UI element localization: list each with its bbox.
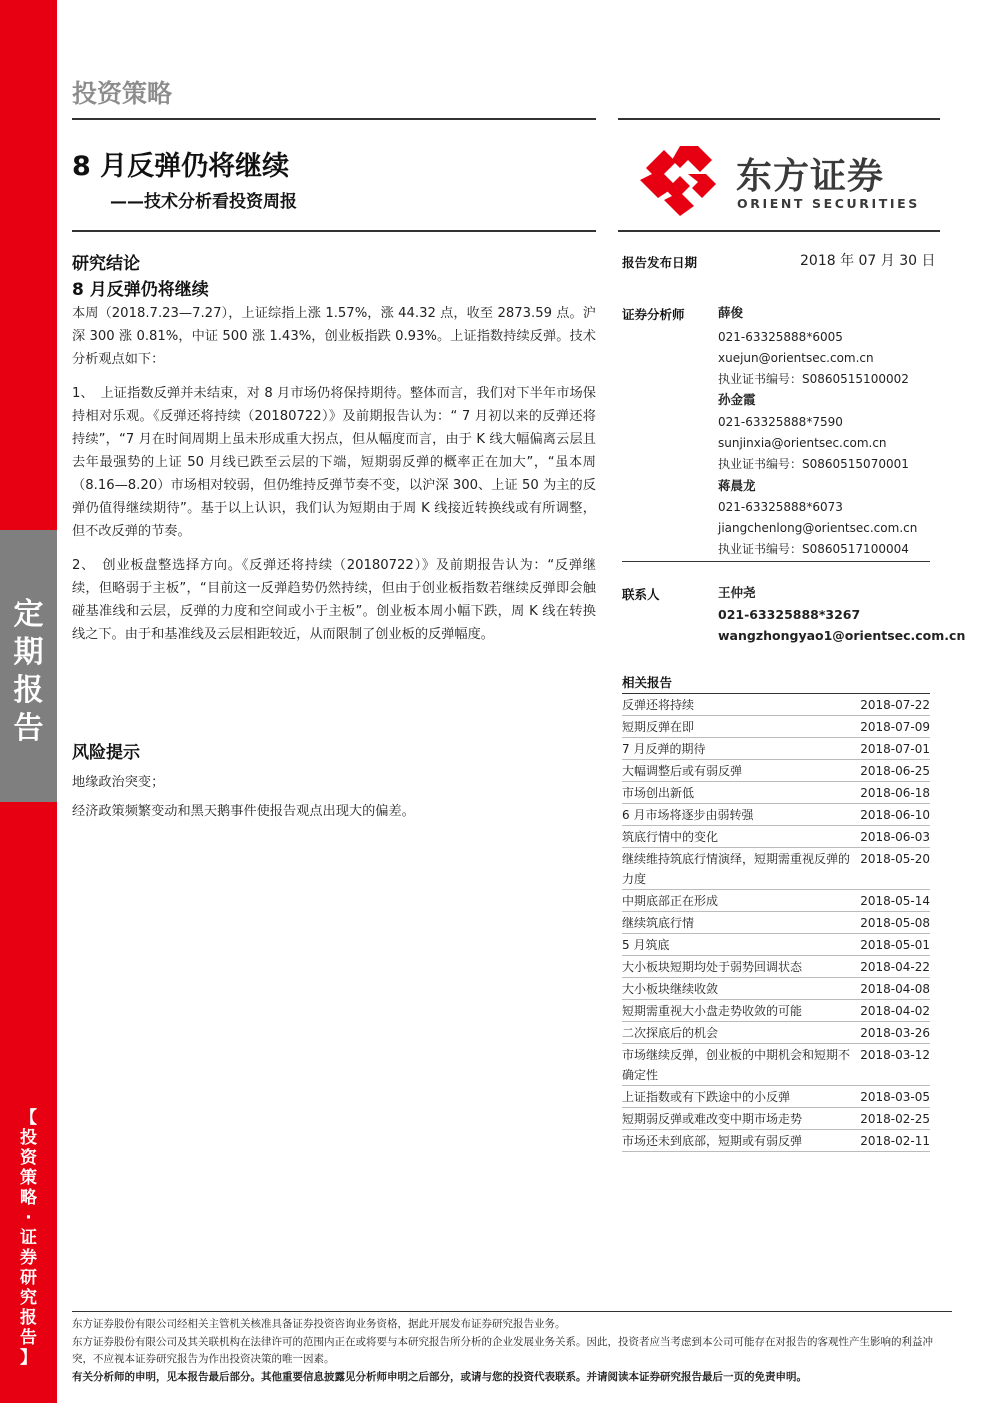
related-report-title: 大小板块继续收敛	[622, 982, 719, 996]
related-report-title: 二次探底后的机会	[622, 1026, 719, 1040]
footer-conflict-notice: 东方证券股份有限公司及其关联机构在法律许可的范围内正在或将要与本研究报告所分析的企业发展业务关系。因此，投资者应当考虑到本公司可能存在对报告的客观性产生影响的利益冲突，不应视本证券研究报告为作出投资决策的唯一因素。	[72, 1336, 933, 1365]
related-report-title: 筑底行情中的变化	[622, 830, 719, 844]
related-report-title: 市场继续反弹，创业板的中期机会和短期不确定性	[622, 1048, 851, 1082]
related-report-date: 2018-04-02	[860, 1004, 930, 1018]
related-report-date: 2018-06-25	[860, 764, 930, 778]
related-report-date: 2018-02-11	[860, 1134, 930, 1148]
related-report-date: 2018-03-05	[860, 1090, 930, 1104]
related-report-date: 2018-04-08	[860, 982, 930, 996]
band-report-type: 定 期 报 告	[13, 597, 44, 746]
analyst-email[interactable]: jiangchenlong@orientsec.com.cn	[718, 521, 918, 535]
band-report-category: 【 投 资 策 略 · 证 券 研 究 报 告 】	[20, 1108, 37, 1368]
intro-paragraph: 本周（2018.7.23—7.27），上证综指上涨 1.57%，涨 44.32 点，收至 2873.59 点。沪深 300 涨 0.81%，中证 500 涨 1.43%，创业板指跌 0.93%。上证指数持续反弹。技术分析观点如下：	[72, 306, 596, 367]
related-report-item[interactable]	[622, 760, 930, 782]
related-report-date: 2018-03-26	[860, 1026, 930, 1040]
contact-email[interactable]: wangzhongyao1@orientsec.com.cn	[718, 628, 966, 643]
related-report-item[interactable]	[622, 782, 930, 804]
related-report-title: 6 月市场将逐步由弱转强	[622, 808, 754, 822]
related-report-date: 2018-05-08	[860, 916, 930, 930]
analyst-phone: 021-63325888*6005	[718, 330, 843, 344]
analyst-name: 薛俊	[718, 305, 744, 320]
related-report-item[interactable]	[622, 1044, 930, 1086]
related-report-item[interactable]	[622, 1086, 930, 1108]
related-report-item[interactable]	[622, 1000, 930, 1022]
orient-logo-icon	[636, 140, 720, 220]
related-report-title: 继续筑底行情	[622, 916, 695, 930]
logo-text-en: ORIENT SECURITIES	[737, 196, 920, 211]
analyst-cert: 执业证书编号：S0860515100002	[718, 372, 909, 386]
contact-label: 联系人	[622, 587, 660, 602]
related-report-title: 市场创出新低	[622, 786, 695, 800]
related-report-item[interactable]	[622, 826, 930, 848]
related-report-title: 5 月筑底	[622, 938, 670, 952]
related-report-item[interactable]	[622, 738, 930, 760]
related-report-title: 市场还未到底部，短期或有弱反弹	[622, 1134, 803, 1148]
related-report-date: 2018-06-18	[860, 786, 930, 800]
related-report-item[interactable]	[622, 1130, 930, 1152]
risk-item: 地缘政治突变；	[72, 775, 165, 790]
analyst-email[interactable]: sunjinxia@orientsec.com.cn	[718, 436, 887, 450]
analyst-name: 蒋晨龙	[718, 478, 756, 493]
related-report-date: 2018-05-14	[860, 894, 930, 908]
related-report-title: 大幅调整后或有弱反弹	[622, 764, 743, 778]
related-report-date: 2018-07-22	[860, 698, 930, 712]
report-category: 投资策略	[72, 79, 173, 108]
related-report-date: 2018-04-22	[860, 960, 930, 974]
analyst-divider	[622, 561, 930, 562]
related-report-item[interactable]	[622, 978, 930, 1000]
related-report-date: 2018-05-20	[860, 852, 930, 866]
related-report-date: 2018-02-25	[860, 1112, 930, 1126]
logo-text-cn: 东方证券	[736, 156, 885, 197]
related-report-title: 上证指数或有下跌途中的小反弹	[622, 1090, 791, 1104]
contact-phone: 021-63325888*3267	[718, 607, 861, 622]
related-report-date: 2018-03-12	[860, 1048, 930, 1062]
related-report-item[interactable]	[622, 804, 930, 826]
analyst-cert: 执业证书编号：S0860517100004	[718, 542, 909, 556]
analyst-phone: 021-63325888*6073	[718, 500, 843, 514]
related-report-title: 继续维持筑底行情演绎，短期需重视反弹的力度	[622, 852, 851, 886]
related-report-item[interactable]	[622, 716, 930, 738]
related-report-title: 7 月反弹的期待	[622, 742, 706, 756]
company-logo	[636, 140, 926, 220]
analyst-name: 孙金霞	[718, 392, 756, 407]
research-conclusion	[72, 252, 596, 646]
publish-date-label: 报告发布日期	[622, 255, 698, 270]
header-rule-right	[618, 118, 940, 120]
related-report-item[interactable]	[622, 1108, 930, 1130]
footer-rule	[72, 1311, 952, 1312]
contact-name: 王仲尧	[718, 585, 756, 600]
publish-date: 2018 年 07 月 30 日	[800, 253, 936, 269]
risk-heading: 风险提示	[72, 743, 140, 763]
footer-disclaimer: 有关分析师的申明，见本报告最后部分。其他重要信息披露见分析师申明之后部分，或请与您的投资代表联系。并请阅读本证券研究报告最后一页的免责申明。	[72, 1371, 807, 1383]
related-report-item[interactable]	[622, 934, 930, 956]
related-reports-list	[622, 693, 930, 1152]
related-report-item[interactable]	[622, 694, 930, 716]
conclusion-heading: 研究结论	[72, 254, 140, 274]
related-report-date: 2018-06-10	[860, 808, 930, 822]
related-report-title: 短期需重视大小盘走势收敛的可能	[622, 1004, 803, 1018]
title-rule-left	[72, 230, 596, 232]
analyst-label: 证券分析师	[622, 307, 685, 322]
analyst-email[interactable]: xuejun@orientsec.com.cn	[718, 351, 874, 365]
conclusion-subheading: 8 月反弹仍将继续	[72, 280, 209, 300]
analyst-cert: 执业证书编号：S0860515070001	[718, 457, 909, 471]
related-report-title: 短期弱反弹或难改变中期市场走势	[622, 1112, 803, 1126]
point-2-paragraph: 2、 创业板盘整选择方向。《反弹还将持续（20180722）》及前期报告认为：“反弹继续，但略弱于主板”，“目前这一反弹趋势仍然持续，但由于创业板指数若继续反弹即会触碰基准线和云层，反弹的力度和空间或小于主板”。创业板本周小幅下跌，周 K 线在转换线之下。由于和基准线及云层相距较近，从而限制了创业板的反弹幅度。	[72, 558, 596, 642]
related-report-date: 2018-07-09	[860, 720, 930, 734]
point-1-paragraph: 1、 上证指数反弹并未结束，对 8 月市场仍将保持期待。整体而言，我们对下半年市场保持相对乐观。《反弹还将持续（20180722）》及前期报告认为：“ 7 月初以来的反弹还将持续”，“7 月在时间周期上虽未形成重大拐点，但从幅度而言，由于 K 线大幅偏离云层且去年最强势的上证 50 月线已跌至云层的下端，短期弱反弹的概率正在加大”，“虽本周（8.16—8.20）市场相对较弱，但仍维持反弹节奏不变，以沪深 300、上证 50 为主的反弹仍值得继续期待”。基于以上认识，我们认为短期由于周 K 线接近转换线或有所调整，但不改反弹的节奏。	[72, 386, 596, 539]
related-report-title: 中期底部正在形成	[622, 894, 719, 908]
related-reports-heading: 相关报告	[622, 675, 673, 690]
related-report-item[interactable]	[622, 912, 930, 934]
related-report-title: 大小板块短期均处于弱势回调状态	[622, 960, 803, 974]
related-report-title: 短期反弹在即	[622, 720, 695, 734]
report-subtitle: ——技术分析看投资周报	[110, 192, 297, 212]
title-rule-right	[618, 230, 940, 232]
related-report-item[interactable]	[622, 890, 930, 912]
report-title: 8 月反弹仍将继续	[72, 151, 290, 182]
header-rule-left	[72, 118, 596, 120]
footer-qualification: 东方证券股份有限公司经相关主管机关核准具备证券投资咨询业务资格，据此开展发布证券研究报告业务。	[72, 1318, 566, 1330]
related-report-date: 2018-05-01	[860, 938, 930, 952]
related-report-item[interactable]	[622, 956, 930, 978]
analyst-phone: 021-63325888*7590	[718, 415, 843, 429]
risk-item: 经济政策频繁变动和黑天鹅事件使报告观点出现大的偏差。	[72, 804, 415, 819]
related-report-date: 2018-07-01	[860, 742, 930, 756]
related-report-title: 反弹还将持续	[622, 698, 695, 712]
related-report-item[interactable]	[622, 848, 930, 890]
related-report-item[interactable]	[622, 1022, 930, 1044]
related-report-date: 2018-06-03	[860, 830, 930, 844]
